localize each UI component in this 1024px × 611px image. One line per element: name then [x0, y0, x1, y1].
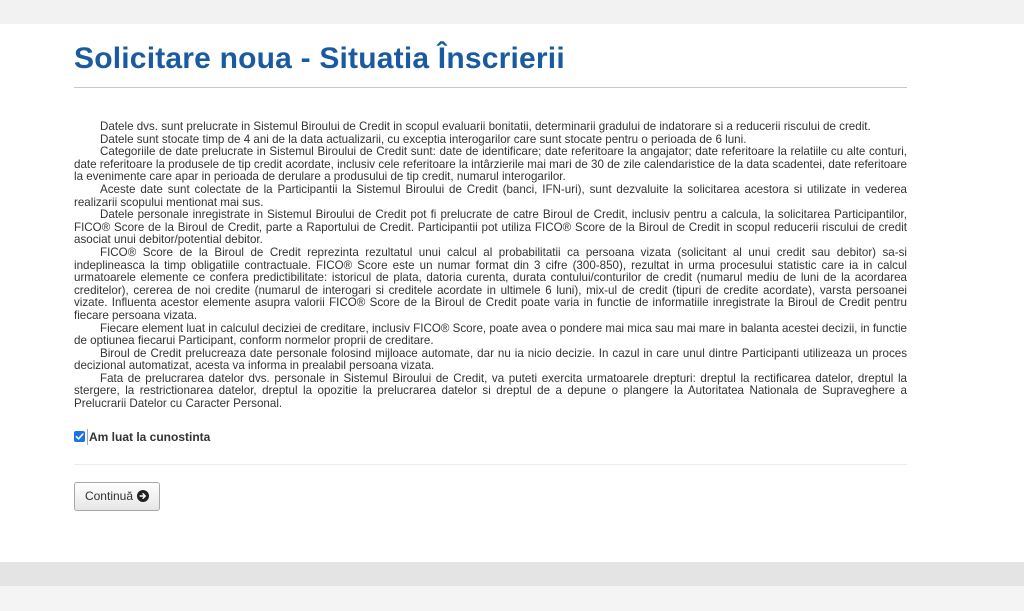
- acknowledgement-label[interactable]: Am luat la cunostinta: [89, 429, 211, 444]
- arrow-right-circle-icon: [137, 490, 149, 502]
- consent-paragraph: Categoriile de date prelucrate in Sistemul Biroului de Credit sunt: date de identificare; date referitoare la angajator; date referitoare la relatiile cu alte conturi, date referitoare la produsele de tip credit acordate, inclusiv cele referitoare la intârzierile mai mari de 30 de zile calendaristice de la data scadentei, date referitoare la evenimente care apar in perioada de derulare a produsului de tip credit, numarul interogarilor.: [74, 145, 907, 184]
- consent-paragraph: FICO® Score de la Biroul de Credit reprezinta rezultatul unui calcul al probabilitatii ca persoana vizata (solicitant al unui credit sau debitor) sa-si indeplineasca la timp obligatiile contractuale. FICO® Score este un numar format din 3 cifre (300-850), rezultat in urma procesului statistic care ia in calcul urmatoarele elemente ce confera predictibilitate: istoricul de plata, datoria curenta, durata contului/conturilor de credit (numarul mediu de luni de la acordarea creditelor), cererea de noi credite (numarul de interogari si creditele acordate in ultimele 6 luni), mix-ul de credit (tipuri de credite acordate), varsta persoanei vizate. Influenta acestor elemente asupra valorii FICO® Score de la Biroul de Credit poate varia in functie de informatiile inregistrate la Biroul de Credit pentru fiecare persoana vizata.: [74, 245, 907, 322]
- focus-caret: [87, 429, 88, 445]
- footer-band: [0, 562, 1024, 586]
- consent-paragraph: Datele sunt stocate timp de 4 ani de la data actualizarii, cu exceptia interogarilor care sunt stocate pentru o perioada de 6 luni.: [100, 132, 747, 146]
- page-title: Solicitare noua - Situatia Înscrierii: [74, 42, 565, 75]
- consent-paragraph: Biroul de Credit prelucreaza date personale folosind mijloace automate, dar nu ia nicio decizie. In cazul in care unul dintre Participanti utilizeaza un proces decizional automatizat, acesta va informa in prealabil persoana vizata.: [74, 346, 907, 373]
- consent-paragraph: Datele personale inregistrate in Sistemul Biroului de Credit pot fi prelucrate de catre Biroul de Credit, inclusiv pentru a calcula, la solicitarea Participantilor, FICO® Score de la Biroul de Credit, parte a Raportului de Credit. Participantii pot utiliza FICO® Score de la Biroul de Credit in scopul reducerii riscului de credit asociat unui debitor/potential debitor.: [74, 208, 907, 247]
- consent-paragraph: Datele dvs. sunt prelucrate in Sistemul Biroului de Credit in scopul evaluarii bonitatii, determinarii gradului de indatorare si a reducerii riscului de credit.: [100, 120, 871, 133]
- title-divider: [74, 87, 907, 88]
- continue-button[interactable]: [74, 482, 160, 511]
- bottom-strip: [0, 586, 1024, 611]
- top-strip: [0, 0, 1024, 24]
- form-divider: [74, 464, 907, 465]
- consent-text: [74, 121, 907, 411]
- form-container: [74, 24, 907, 511]
- consent-paragraph: Fata de prelucrarea datelor dvs. personale in Sistemul Biroului de Credit, va puteti exercita urmatoarele drepturi: dreptul la rectificarea datelor, dreptul la stergere, la restrictionarea datelor, dreptul la opozitie la prelucrarea datelor si dreptul de a depune o plangere la Autoritatea Nationala de Supraveghere a Prelucrarii Datelor cu Caracter Personal.: [74, 371, 907, 411]
- checkmark-icon: [75, 432, 84, 441]
- acknowledgement-row[interactable]: [74, 429, 907, 445]
- continue-button-label: Continuă: [84, 489, 134, 504]
- acknowledgement-checkbox[interactable]: [74, 431, 85, 442]
- consent-paragraph: Fiecare element luat in calculul deciziei de creditare, inclusiv FICO® Score, poate avea o pondere mai mica sau mai mare in balanta acestei decizii, in functie de optiunea fiecarui Participant, conform normelor proprii de creditare.: [74, 321, 907, 348]
- consent-paragraph: Aceste date sunt colectate de la Participantii la Sistemul Biroului de Credit (banci, IFN-uri), sunt dezvaluite la solicitarea acestora si utilizate in vederea realizarii scopului mentionat mai sus.: [74, 182, 907, 209]
- content-area: [0, 24, 1024, 562]
